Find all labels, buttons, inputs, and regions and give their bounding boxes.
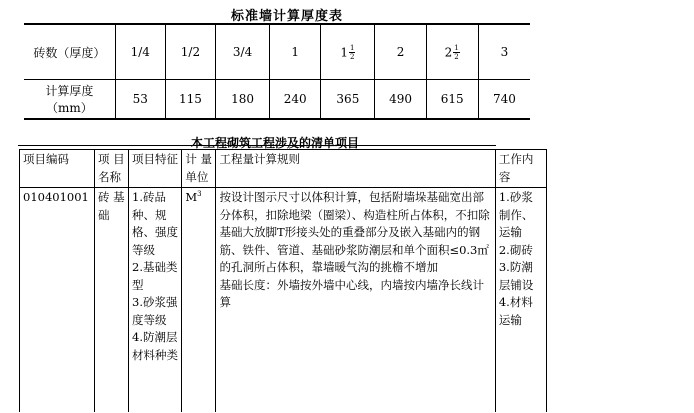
header-features: 项目特征 xyxy=(129,150,182,188)
fraction-denominator: 2 xyxy=(454,52,459,61)
brick-value: 1 xyxy=(291,45,300,59)
rule-paragraph: 基础长度：外墙按外墙中心线，内墙按内墙净长线计算 xyxy=(219,277,484,309)
thickness-value: 240 xyxy=(270,80,321,120)
table-row xyxy=(20,188,547,413)
work-line: 3.防潮层铺设 xyxy=(498,260,534,292)
fraction-numerator: 1 xyxy=(349,43,355,52)
work-line: 2.砌砖 xyxy=(498,242,533,257)
thickness-value: 615 xyxy=(426,80,478,120)
table-header-row xyxy=(20,150,547,188)
thickness-table-row-mm xyxy=(24,80,530,120)
item-rule xyxy=(216,188,495,413)
brick-cell xyxy=(165,24,215,80)
brick-cell xyxy=(216,24,270,80)
thickness-table-title: 标准墙计算厚度表 xyxy=(230,9,343,24)
rule-paragraph: 按设计图示尺寸以体积计算，包括附墙垛基础宽出部分体积，扣除地梁（圈梁）、构造柱所占体积，不扣除基础大放脚T形接头处的重叠部分及嵌入基础内的钢筋、铁件、管道、基础砂浆防潮层和单个面积≤0.3㎡的孔洞所占体积，靠墙暖气沟的挑檐不增加 xyxy=(219,190,490,274)
feature-line: 1.砖品种、规格、强度等级 xyxy=(132,190,179,257)
work-line: 4.材料运输 xyxy=(498,295,533,327)
brick-cell xyxy=(375,24,426,80)
calc-thickness-label-line1: 计算厚度 xyxy=(45,84,94,98)
feature-line: 2.基础类型 xyxy=(132,260,178,292)
thickness-value: 115 xyxy=(165,80,215,120)
header-work: 工作内容 xyxy=(495,150,546,188)
item-unit xyxy=(182,188,216,413)
feature-line: 3.砂浆强度等级 xyxy=(132,295,178,327)
thickness-table xyxy=(24,23,530,120)
brick-fraction xyxy=(349,44,355,61)
brick-value: 3 xyxy=(500,45,509,59)
thickness-value: 490 xyxy=(375,80,426,120)
brick-cell xyxy=(426,24,478,80)
header-rule: 工程量计算规则 xyxy=(216,150,495,188)
brick-value: 1/2 xyxy=(180,45,201,59)
thickness-table-row-bricks xyxy=(24,24,530,80)
fraction-denominator: 2 xyxy=(349,52,355,61)
brick-fraction xyxy=(453,44,459,61)
header-unit: 计 量单位 xyxy=(182,150,216,188)
feature-line: 4.防潮层材料种类 xyxy=(132,330,179,362)
thickness-value: 180 xyxy=(216,80,270,120)
thickness-value: 365 xyxy=(321,80,375,120)
brick-cell xyxy=(270,24,321,80)
item-name: 砖 基础 xyxy=(94,188,128,413)
unit-superscript: 3 xyxy=(197,190,202,199)
item-work xyxy=(495,188,546,413)
thickness-value: 740 xyxy=(478,80,530,120)
brick-value: 2 xyxy=(396,45,405,59)
brick-value: 1 xyxy=(340,45,348,59)
brick-count-label: 砖数（厚度） xyxy=(24,24,115,80)
list-table-title: 本工程砌筑工程涉及的清单项目 xyxy=(190,136,359,150)
calc-thickness-label-line2: （mm） xyxy=(45,101,93,115)
brick-value: 3/4 xyxy=(232,45,253,59)
bill-items-table xyxy=(19,149,547,412)
brick-value: 1/4 xyxy=(130,45,150,59)
brick-cell xyxy=(115,24,165,80)
item-features xyxy=(129,188,182,413)
header-name: 项 目名称 xyxy=(94,150,128,188)
fraction-numerator: 1 xyxy=(454,43,459,52)
thickness-value: 53 xyxy=(115,80,165,120)
brick-cell xyxy=(321,24,375,80)
unit-text: M xyxy=(185,190,198,204)
header-code: 项目编码 xyxy=(20,150,95,188)
brick-cell xyxy=(478,24,530,80)
calc-thickness-label xyxy=(24,80,115,120)
item-code: 010401001 xyxy=(20,188,95,413)
work-line: 1.砂浆制作、运输 xyxy=(498,190,534,239)
brick-value: 2 xyxy=(444,45,453,59)
